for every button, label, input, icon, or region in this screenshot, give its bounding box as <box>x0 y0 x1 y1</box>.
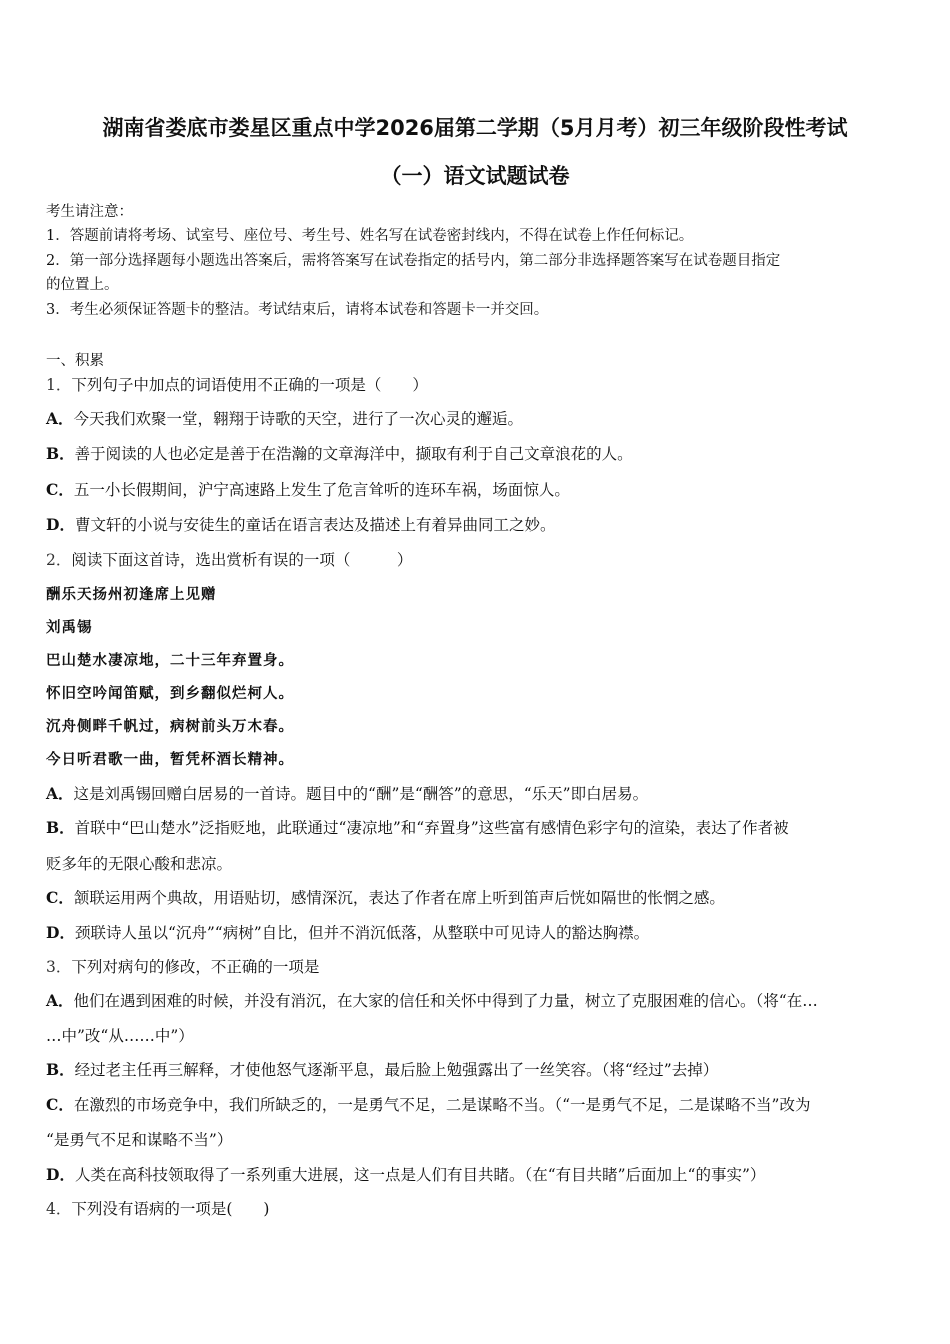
poem-line: 今日听君歌一曲，暂凭杯酒长精神。 <box>46 751 294 768</box>
notice-item: 3．考生必须保证答题卡的整洁。考试结束后，请将本试卷和答题卡一并交回。 <box>46 302 549 318</box>
option-c-continued: “是勇气不足和谋略不当”） <box>46 1131 233 1149</box>
option-b <box>46 1059 906 1081</box>
option-a-continued: …中”改“从……中”） <box>46 1027 194 1045</box>
question-text: 下列句子中加点的词语使用不正确的一项是（ ） <box>71 376 428 394</box>
question-number: 2． <box>46 551 72 569</box>
option-label: C． <box>46 888 74 907</box>
notice-item: 1．答题前请将考场、试室号、座位号、考生号、姓名写在试卷密封线内，不得在试卷上作任何标记。 <box>46 228 694 244</box>
question-4-stem <box>46 1198 906 1220</box>
question-text: 下列没有语病的一项是( ) <box>71 1200 270 1218</box>
document-title-line2: （一）语文试题试卷 <box>380 164 570 188</box>
question-number: 4． <box>46 1200 72 1218</box>
option-text: 这是刘禹锡回赠白居易的一首诗。题目中的“酬”是“酬答”的意思，“乐天”即白居易。 <box>73 785 649 803</box>
option-c <box>46 479 906 501</box>
option-d <box>46 922 906 944</box>
option-text: 今天我们欢聚一堂，翱翔于诗歌的天空，进行了一次心灵的邂逅。 <box>73 410 524 428</box>
option-label: A． <box>46 409 74 428</box>
option-c <box>46 887 906 909</box>
poem-title: 酬乐天扬州初逢席上见赠 <box>46 586 217 603</box>
option-a <box>46 990 906 1012</box>
question-2-stem <box>46 549 906 571</box>
document-title-line1: 湖南省娄底市娄星区重点中学2026届第二学期（5月月考）初三年级阶段性考试 <box>102 116 848 140</box>
option-text: 曹文轩的小说与安徒生的童话在语言表达及描述上有着异曲同工之妙。 <box>74 516 556 534</box>
option-text: 他们在遇到困难的时候，并没有消沉，在大家的信任和关怀中得到了力量，树立了克服困难的信心。（将“在… <box>73 992 818 1010</box>
option-label: A． <box>46 991 74 1010</box>
option-label: B． <box>46 1060 75 1079</box>
option-text: 五一小长假期间，沪宁高速路上发生了危言耸听的连环车祸，场面惊人。 <box>73 481 570 499</box>
question-number: 1． <box>46 376 72 394</box>
option-label: A． <box>46 784 74 803</box>
option-label: D． <box>46 923 75 942</box>
option-b-continued: 贬多年的无限心酸和悲凉。 <box>46 855 233 873</box>
option-label: D． <box>46 515 75 534</box>
option-label: B． <box>46 444 75 463</box>
poem-line: 怀旧空吟闻笛赋，到乡翻似烂柯人。 <box>46 685 294 702</box>
option-text: 善于阅读的人也必定是善于在浩瀚的文章海洋中，撷取有利于自己文章浪花的人。 <box>74 445 633 463</box>
poem-line: 沉舟侧畔千帆过，病树前头万木春。 <box>46 718 294 735</box>
option-a <box>46 783 906 805</box>
option-label: D． <box>46 1165 75 1184</box>
option-label: B． <box>46 818 75 837</box>
option-text: 颈联诗人虽以“沉舟”“病树”自比，但并不消沉低落，从整联中可见诗人的豁达胸襟。 <box>74 924 650 942</box>
option-text: 在激烈的市场竞争中，我们所缺乏的，一是勇气不足，二是谋略不当。（“一是勇气不足，二是谋略不当”改为 <box>73 1096 811 1114</box>
option-text: 人类在高科技领取得了一系列重大进展，这一点是人们有目共睹。（在“有目共睹”后面加上“的事实”） <box>74 1166 766 1184</box>
question-3-stem <box>46 956 906 978</box>
option-b <box>46 443 906 465</box>
option-text: 首联中“巴山楚水”泛指贬地，此联通过“凄凉地”和“弃置身”这些富有感情色彩字句的渲染，表达了作者被 <box>74 819 789 837</box>
option-label: C． <box>46 480 74 499</box>
option-c <box>46 1094 906 1116</box>
option-label: C． <box>46 1095 74 1114</box>
option-a <box>46 408 906 430</box>
option-text: 经过老主任再三解释，才使他怒气逐渐平息，最后脸上勉强露出了一丝笑容。（将“经过”去掉） <box>74 1061 719 1079</box>
option-d <box>46 514 906 536</box>
option-d <box>46 1164 906 1186</box>
notice-item-continued: 的位置上。 <box>46 277 119 293</box>
question-1-stem <box>46 374 906 396</box>
option-text: 颔联运用两个典故，用语贴切，感情深沉，表达了作者在席上听到笛声后恍如隔世的怅惘之感。 <box>73 889 725 907</box>
option-b <box>46 817 906 839</box>
notice-heading: 考生请注意： <box>46 204 133 220</box>
question-number: 3． <box>46 958 72 976</box>
notice-item: 2．第一部分选择题每小题选出答案后，需将答案写在试卷指定的括号内，第二部分非选择题答案写在试卷题目指定 <box>46 253 781 269</box>
question-text: 下列对病句的修改，不正确的一项是 <box>71 958 320 976</box>
question-text: 阅读下面这首诗，选出赏析有误的一项（ ） <box>71 551 413 569</box>
section-heading: 一、积累 <box>46 353 104 369</box>
poem-line: 巴山楚水凄凉地，二十三年弃置身。 <box>46 652 294 669</box>
poem-author: 刘禹锡 <box>46 619 93 636</box>
